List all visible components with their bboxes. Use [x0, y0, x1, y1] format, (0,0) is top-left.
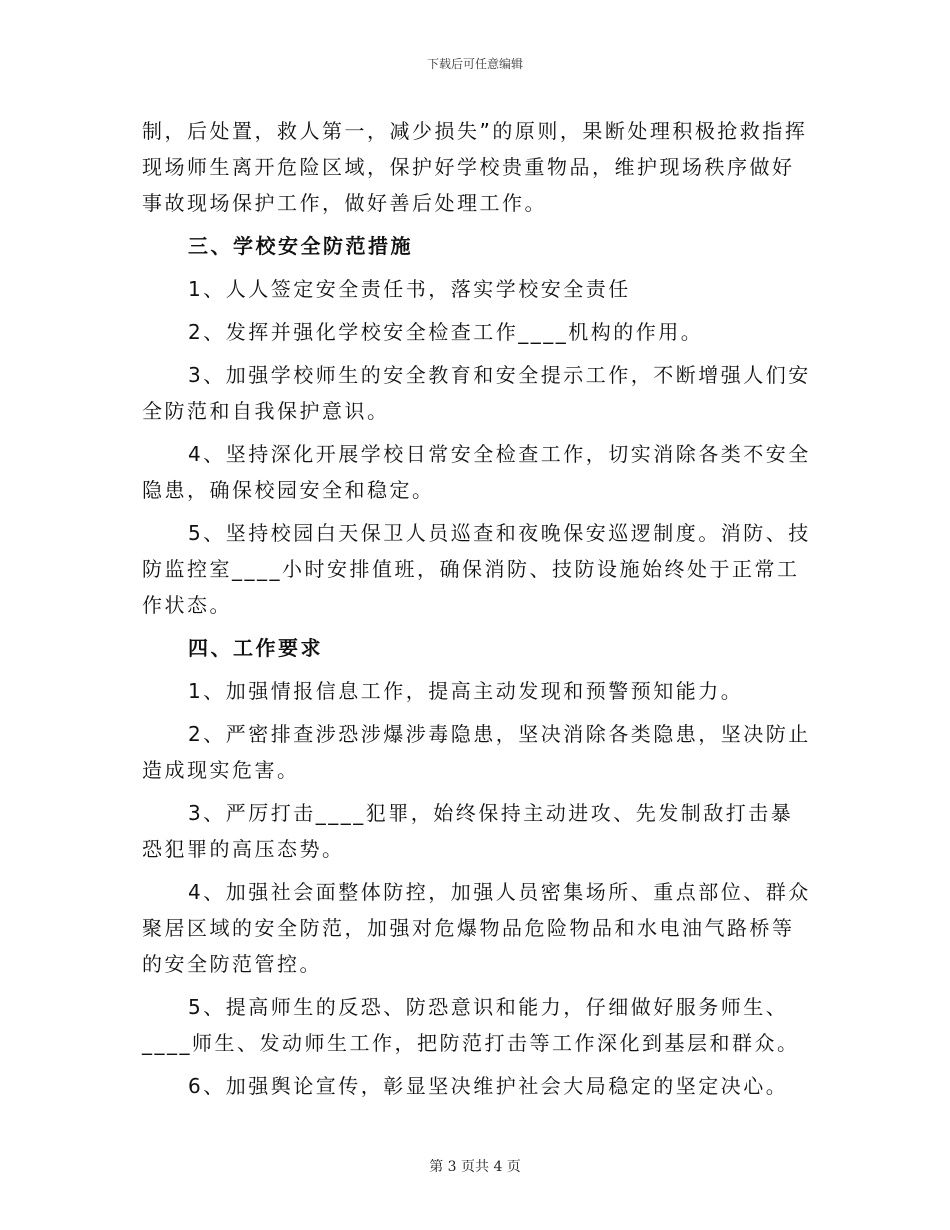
- paragraph-item: 5、坚持校园白天保卫人员巡查和夜晚保安巡逻制度。消防、技防监控室____小时安排值班，确保消防、技防设施始终处于正常工作状态。: [142, 521, 811, 617]
- paragraph-item: 4、坚持深化开展学校日常安全检查工作，切实消除各类不安全隐患，确保校园安全和稳定。: [142, 442, 811, 502]
- page-footer: 第 3 页共 4 页: [429, 1159, 521, 1175]
- paragraph-item: 1、人人签定安全责任书，落实学校安全责任: [188, 277, 631, 301]
- paragraph-item: 1、加强情报信息工作，提高主动发现和预警预知能力。: [188, 679, 744, 703]
- paragraph-continuation: 制，后处置，救人第一，减少损失”的原则，果断处理积极抢救指挥现场师生离开危险区域，保护好学校贵重物品，维护现场秩序做好事故现场保护工作，做好善后处理工作。: [142, 119, 808, 215]
- paragraph-item: 6、加强舆论宣传，彰显坚决维护社会大局稳定的坚定决心。: [188, 1074, 789, 1098]
- paragraph-item: 2、严密排查涉恐涉爆涉毒隐患，坚决消除各类隐患，坚决防止造成现实危害。: [142, 722, 811, 782]
- document-body: [142, 113, 812, 1111]
- section-heading-4: 四、工作要求: [188, 636, 323, 660]
- section-heading-3: 三、学校安全防范措施: [188, 234, 413, 258]
- paragraph-item: 2、发挥并强化学校安全检查工作____机构的作用。: [188, 320, 704, 344]
- paragraph-item: 5、提高师生的反恐、防恐意识和能力，仔细做好服务师生、____师生、发动师生工作，把防范打击等工作深化到基层和群众。: [142, 995, 800, 1055]
- paragraph-item: 3、严厉打击____犯罪，始终保持主动进攻、先发制敌打击暴恐犯罪的高压态势。: [142, 801, 794, 861]
- page-header: 下载后可任意编辑: [426, 57, 523, 71]
- paragraph-item: 4、加强社会面整体防控，加强人员密集场所、重点部位、群众聚居区域的安全防范，加强对危爆物品危险物品和水电油气路桥等的安全防范管控。: [142, 880, 811, 976]
- paragraph-item: 3、加强学校师生的安全教育和安全提示工作，不断增强人们安全防范和自我保护意识。: [142, 363, 811, 423]
